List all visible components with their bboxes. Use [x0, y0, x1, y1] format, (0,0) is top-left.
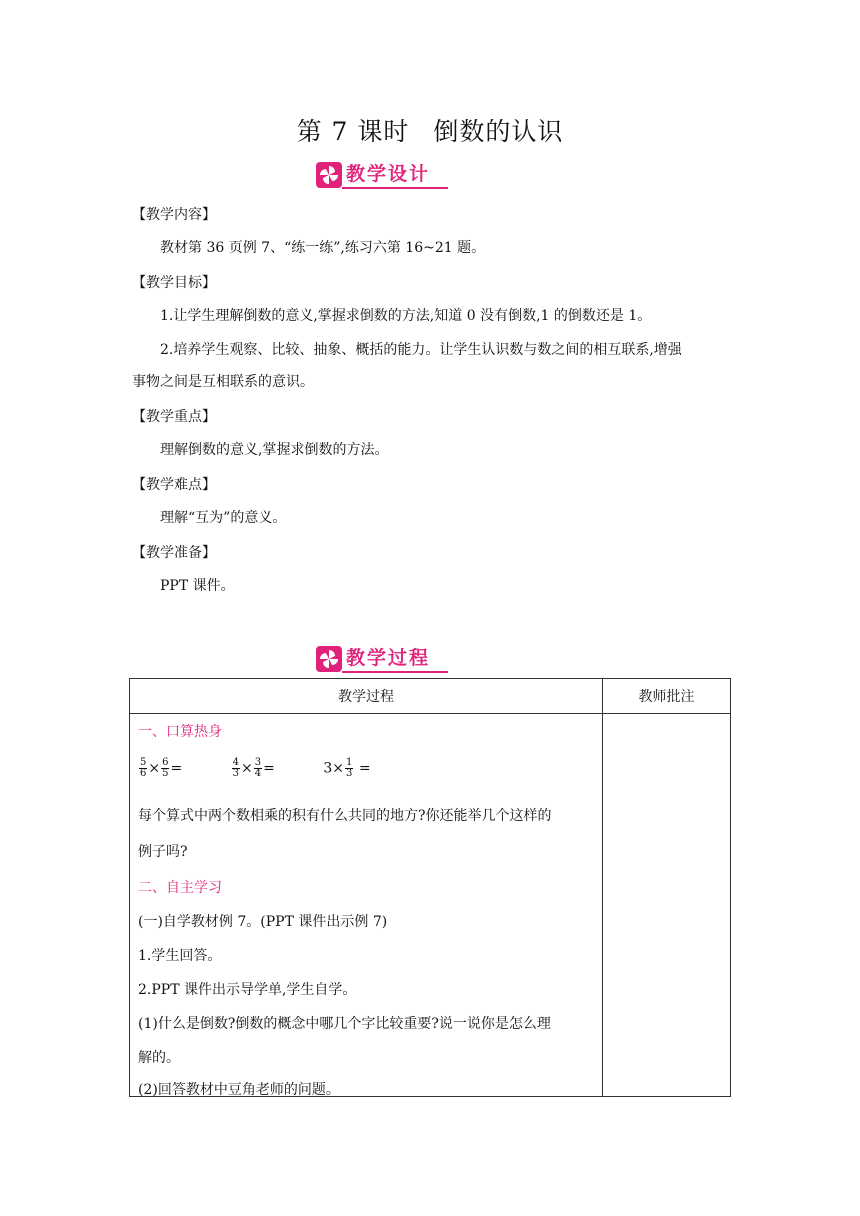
- warmup-expressions: [138, 758, 415, 779]
- pinwheel-icon: [316, 162, 342, 188]
- goal-paragraph-2-cont: 事物之间是互相联系的意识。: [132, 374, 314, 390]
- study-line-5: (2)回答教材中豆角老师的问题。: [138, 1082, 340, 1098]
- study-line-4-cont: 解的。: [138, 1050, 180, 1066]
- section-label-content: 【教学内容】: [132, 207, 216, 223]
- goal-paragraph-2: 2.培养学生观察、比较、抽象、概括的能力。让学生认识数与数之间的相互联系,增强: [160, 342, 682, 358]
- teaching-design-badge: [316, 162, 448, 188]
- goal-paragraph-1: 1.让学生理解倒数的意义,掌握求倒数的方法,知道 0 没有倒数,1 的倒数还是 1。: [160, 308, 652, 324]
- teacher-notes-cell: [603, 714, 731, 1097]
- pinwheel-icon: [316, 646, 342, 672]
- question-line-2: 例子吗?: [138, 844, 188, 860]
- section-label-goals: 【教学目标】: [132, 275, 216, 291]
- header-process: 教学过程: [130, 679, 603, 714]
- badge-underline: [342, 187, 448, 189]
- content-paragraph: 教材第 36 页例 7、“练一练”,练习六第 16~21 题。: [160, 240, 486, 256]
- header-teacher-notes: 教师批注: [603, 679, 731, 714]
- section-label-key-points: 【教学重点】: [132, 409, 216, 425]
- question-line-1: 每个算式中两个数相乘的积有什么共同的地方?你还能举几个这样的: [138, 808, 552, 824]
- section-label-difficulties: 【教学难点】: [132, 477, 216, 493]
- expression-1: $\frac{5}{6}$ × $\frac{6}{5}$ =: [140, 757, 183, 779]
- expression-3: 3× $\frac{1}{3}$ =: [323, 757, 371, 779]
- study-line-1: (一)自学教材例 7。(PPT 课件出示例 7): [138, 914, 388, 930]
- teaching-process-label: 教学过程: [346, 647, 431, 669]
- teaching-design-label: 教学设计: [346, 163, 431, 185]
- process-table: [129, 678, 731, 1097]
- key-points-paragraph: 理解倒数的意义,掌握求倒数的方法。: [160, 442, 389, 458]
- section-label-preparation: 【教学准备】: [132, 545, 216, 561]
- expression-2: $\frac{4}{3}$ × $\frac{3}{4}$ =: [232, 757, 275, 779]
- lesson-topic: 倒数的认识: [433, 117, 564, 146]
- heading-warmup: 一、口算热身: [138, 724, 222, 740]
- lesson-number: 第 7 课时: [296, 117, 410, 146]
- preparation-paragraph: PPT 课件。: [160, 578, 235, 594]
- badge-underline: [342, 671, 448, 673]
- heading-self-study: 二、自主学习: [138, 880, 222, 896]
- process-cell: [130, 714, 603, 1097]
- study-line-4: (1)什么是倒数?倒数的概念中哪几个字比较重要?说一说你是怎么理: [138, 1016, 551, 1032]
- difficulties-paragraph: 理解“互为”的意义。: [160, 510, 287, 526]
- teaching-process-badge: [316, 646, 448, 672]
- study-line-2: 1.学生回答。: [138, 948, 222, 964]
- page-title: [0, 112, 860, 148]
- study-line-3: 2.PPT 课件出示导学单,学生自学。: [138, 982, 357, 998]
